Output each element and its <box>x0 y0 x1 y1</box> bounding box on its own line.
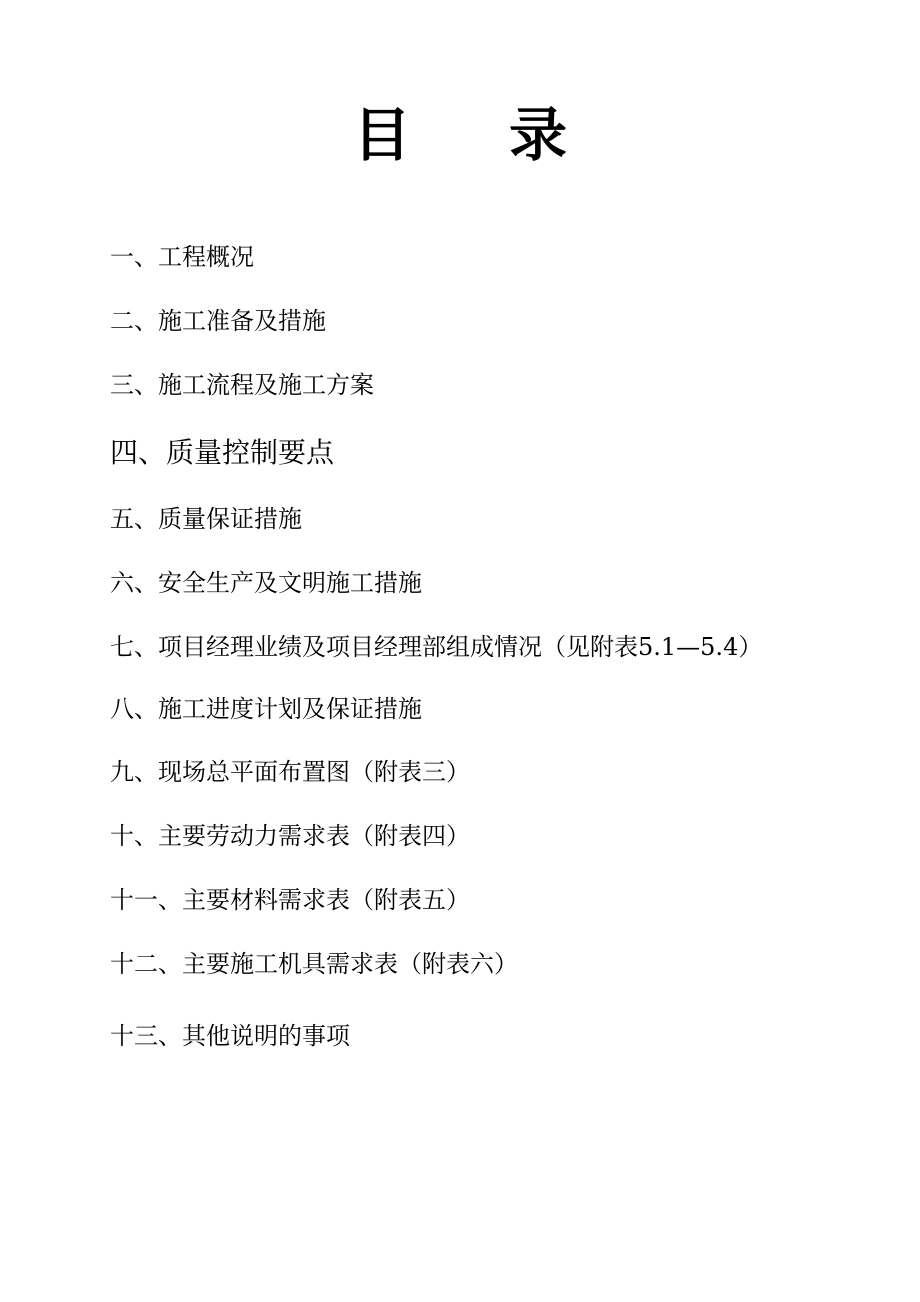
toc-item-4: 四、质量控制要点 <box>110 436 335 469</box>
toc-item-11: 十一、主要材料需求表（附表五） <box>110 886 470 914</box>
toc-item-8: 八、施工进度计划及保证措施 <box>110 695 422 723</box>
toc-item-13: 十三、其他说明的事项 <box>110 1022 350 1050</box>
title-char-1: 目 <box>352 101 411 169</box>
title-char-2: 录 <box>509 101 568 169</box>
toc-item-6: 六、安全生产及文明施工措施 <box>110 569 422 597</box>
toc-item-3: 三、施工流程及施工方案 <box>110 371 374 399</box>
page-title <box>0 100 920 170</box>
toc-item-1: 一、工程概况 <box>110 243 254 271</box>
toc-item-7: 七、项目经理业绩及项目经理部组成情况（见附表5.1—5.4） <box>110 633 763 661</box>
toc-item-2: 二、施工准备及措施 <box>110 307 326 335</box>
toc-item-10: 十、主要劳动力需求表（附表四） <box>110 822 470 850</box>
toc-item-9: 九、现场总平面布置图（附表三） <box>110 758 470 786</box>
toc-item-5: 五、质量保证措施 <box>110 505 302 533</box>
toc-item-12: 十二、主要施工机具需求表（附表六） <box>110 950 518 978</box>
